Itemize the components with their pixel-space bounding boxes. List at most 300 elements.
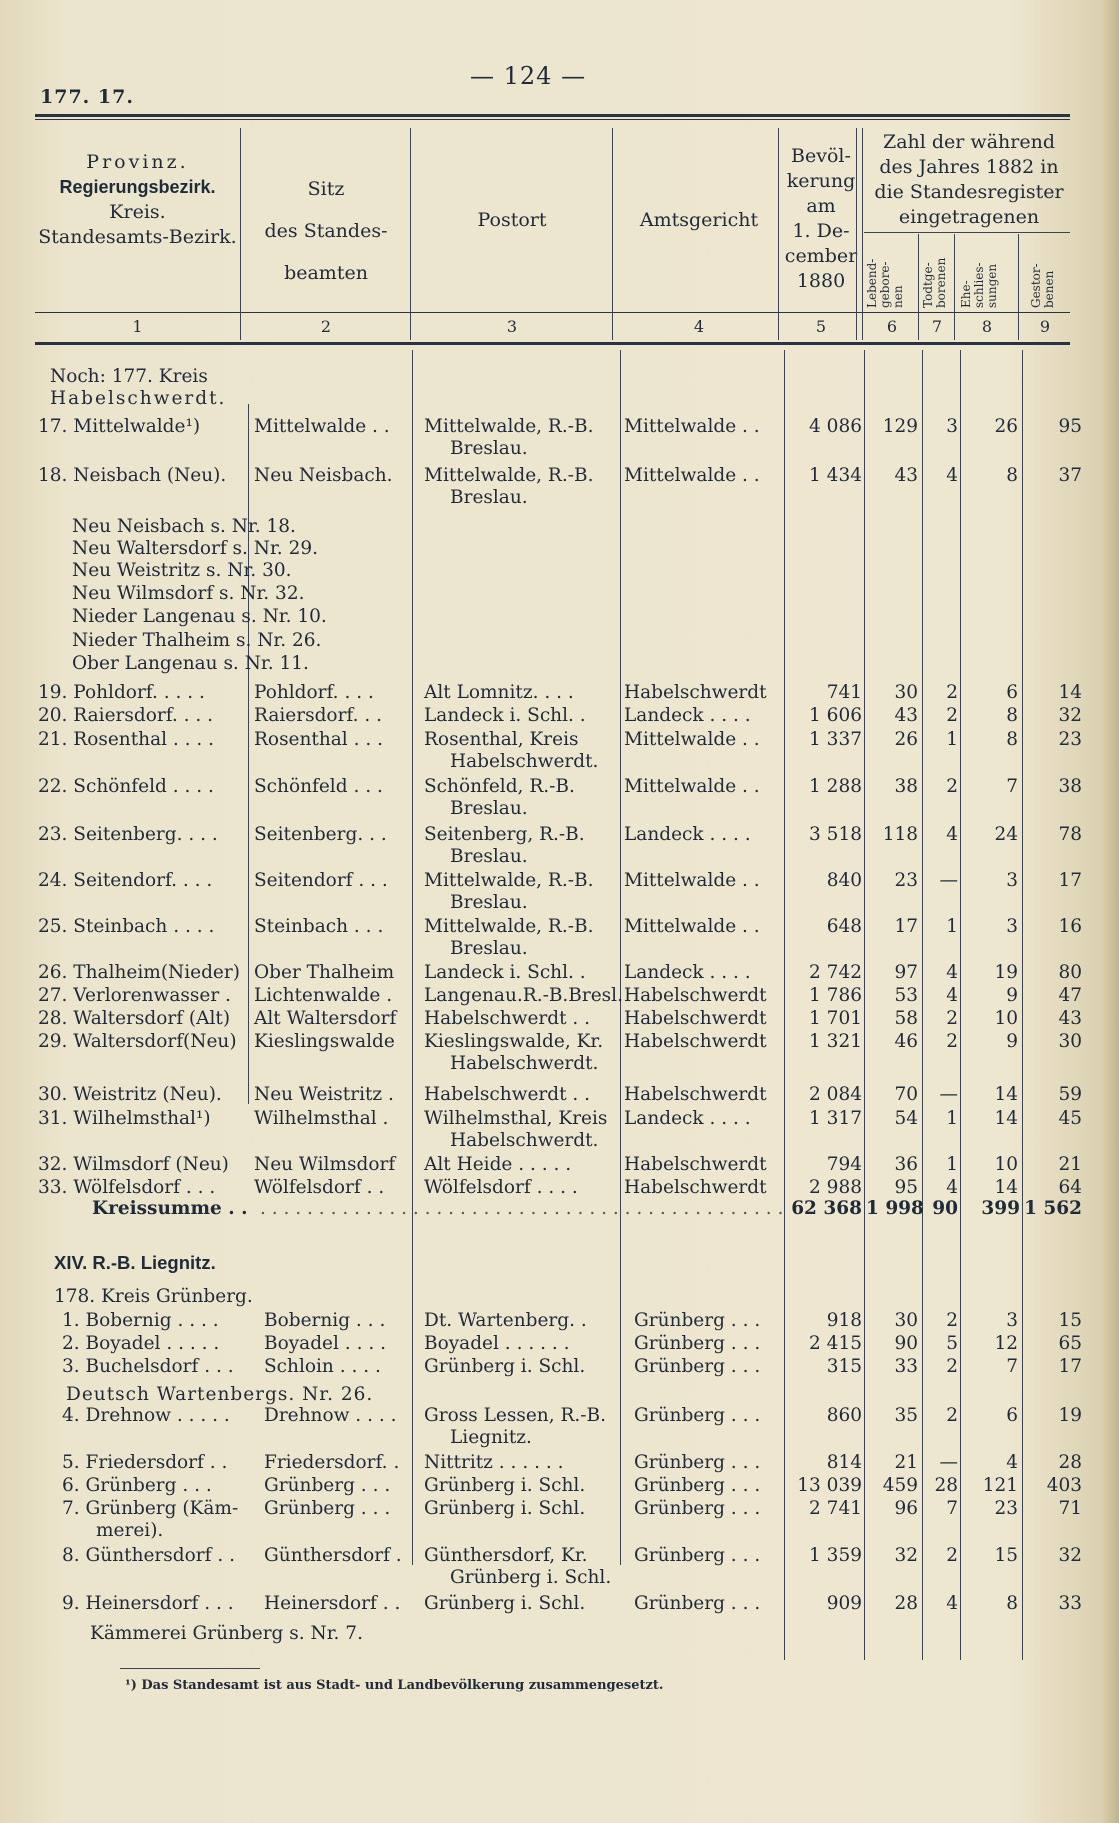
row-court: Mittelwalde . . — [624, 776, 760, 797]
row-population: 2 742 — [809, 962, 862, 983]
sum-label: Kreissumme . . — [92, 1198, 248, 1219]
row-registrar-seat: Lichtenwalde . — [254, 985, 393, 1006]
column-number: 2 — [320, 317, 332, 336]
row-registrar-seat: Neu Weistritz . — [254, 1084, 394, 1105]
row-registrar-seat: Pohldorf. . . . — [254, 682, 374, 703]
row-post-office: Landeck i. Schl. . — [424, 705, 586, 726]
row-births: 23 — [894, 870, 918, 891]
row-court: Mittelwalde . . — [624, 465, 760, 486]
row-stillbirths: 2 — [946, 1031, 958, 1052]
row-marriages: 4 — [1006, 1452, 1018, 1473]
row-stillbirths: 1 — [946, 916, 958, 937]
row-name: 26. Thalheim(Nieder) — [38, 962, 240, 983]
column-number: 7 — [931, 317, 943, 336]
row-births: 97 — [894, 962, 918, 983]
row-population: 909 — [826, 1593, 862, 1614]
row-marriages: 23 — [994, 1498, 1018, 1519]
header-col-3: Postort — [477, 209, 547, 231]
row-stillbirths: 4 — [946, 824, 958, 845]
row-marriages: 14 — [994, 1108, 1018, 1129]
row-births: 118 — [882, 824, 918, 845]
header-col-2 — [242, 168, 410, 294]
header-group-rule — [864, 232, 1070, 233]
row-births: 53 — [894, 985, 918, 1006]
row-marriages: 9 — [1006, 985, 1018, 1006]
row-births: 21 — [894, 1452, 918, 1473]
row-court: Mittelwalde . . — [624, 416, 760, 437]
row-post-office: Günthersdorf, Kr. — [424, 1545, 588, 1566]
header-group-line: die Standesregister — [874, 181, 1064, 203]
row-post-office: Mittelwalde, R.-B. — [424, 416, 594, 437]
row-post-office: Mittelwalde, R.-B. — [424, 465, 594, 486]
row-registrar-seat: Drehnow . . . . — [264, 1405, 397, 1426]
row-post-office: Liegnitz. — [450, 1427, 532, 1448]
row-deaths: 16 — [1058, 916, 1082, 937]
row-post-office: Alt Heide . . . . . — [424, 1154, 572, 1175]
row-births: 459 — [882, 1475, 918, 1496]
col-divider — [412, 350, 413, 1565]
row-population: 2 988 — [809, 1177, 862, 1198]
row-post-office: Landeck i. Schl. . — [424, 962, 586, 983]
row-name: 9. Heinersdorf . . . — [62, 1593, 234, 1614]
header-col-5-line: 1880 — [796, 270, 846, 292]
row-stillbirths: 2 — [946, 705, 958, 726]
row-deaths: 17 — [1058, 870, 1082, 891]
row-court: Landeck . . . . — [624, 824, 751, 845]
row-post-office: Kieslingswalde, Kr. — [424, 1031, 604, 1052]
row-post-office: Breslau. — [450, 798, 528, 819]
row-post-office: Breslau. — [450, 487, 528, 508]
row-deaths: 15 — [1058, 1310, 1082, 1331]
sum-marriages: 399 — [981, 1198, 1020, 1219]
col-divider — [862, 128, 863, 340]
row-registrar-seat: Bobernig . . . — [264, 1310, 386, 1331]
row-name: 8. Günthersdorf . . — [62, 1545, 235, 1566]
row-registrar-seat: Ober Thalheim — [254, 962, 395, 983]
row-stillbirths: 2 — [946, 1545, 958, 1566]
row-births: 43 — [894, 705, 918, 726]
row-court: Grünberg . . . — [634, 1333, 761, 1354]
row-registrar-seat: Kieslingswalde — [254, 1031, 395, 1052]
row-population: 1 317 — [809, 1108, 862, 1129]
footnote: ¹) Das Standesamt ist aus Stadt- und Landbevölkerung zusammengesetzt. — [125, 1678, 664, 1693]
row-deaths: 403 — [1046, 1475, 1082, 1496]
row-post-office: Habelschwerdt. — [450, 751, 599, 772]
row-stillbirths: 1 — [946, 1154, 958, 1175]
sum-deaths: 1 562 — [1024, 1198, 1082, 1219]
section-title: XIV. R.-B. Liegnitz. — [54, 1252, 216, 1273]
cross-reference: Deutsch Wartenbergs. Nr. 26. — [66, 1384, 374, 1405]
row-marriages: 9 — [1006, 1031, 1018, 1052]
sum-stillbirths: 90 — [932, 1198, 958, 1219]
row-name: 23. Seitenberg. . . . — [38, 824, 218, 845]
sum-births: 1 998 — [866, 1198, 924, 1219]
col-divider — [960, 350, 961, 1660]
row-stillbirths: 2 — [946, 1310, 958, 1331]
row-births: 32 — [894, 1545, 918, 1566]
header-col-5-line: 1. De- — [792, 220, 850, 242]
row-court: Habelschwerdt — [624, 1031, 767, 1052]
row-population: 1 288 — [809, 776, 862, 797]
row-court: Mittelwalde . . — [624, 870, 760, 891]
row-post-office: Habelschwerdt. — [450, 1130, 599, 1151]
row-population: 1 434 — [809, 465, 862, 486]
row-marriages: 6 — [1006, 682, 1018, 703]
header-col-1-line: Regierungsbezirk. — [59, 177, 216, 197]
leader-dots: . . . . . . . . . . . . . . . . . . . . . . . . . . . . . . . . . . . . . . . . . . . . . — [260, 1198, 784, 1219]
row-court: Habelschwerdt — [624, 1084, 767, 1105]
row-deaths: 28 — [1058, 1452, 1082, 1473]
row-population: 794 — [826, 1154, 862, 1175]
column-number: 5 — [815, 317, 827, 336]
row-post-office: Boyadel . . . . . . — [424, 1333, 570, 1354]
row-stillbirths: 28 — [934, 1475, 958, 1496]
row-births: 26 — [894, 729, 918, 750]
header-group-line: eingetragenen — [898, 206, 1040, 228]
cross-reference: Ober Langenau s. Nr. 11. — [72, 653, 309, 674]
header-col-9: Gestor-benen — [1029, 263, 1056, 308]
row-births: 58 — [894, 1008, 918, 1029]
col-divider — [918, 234, 919, 340]
row-stillbirths: 4 — [946, 465, 958, 486]
row-court: Grünberg . . . — [634, 1452, 761, 1473]
row-marriages: 121 — [982, 1475, 1018, 1496]
header-col-1 — [35, 150, 240, 250]
row-births: 33 — [894, 1356, 918, 1377]
row-deaths: 78 — [1058, 824, 1082, 845]
row-population: 1 606 — [809, 705, 862, 726]
row-court: Habelschwerdt — [624, 1177, 767, 1198]
row-marriages: 8 — [1006, 705, 1018, 726]
column-number: 6 — [886, 317, 898, 336]
col-divider — [1022, 350, 1023, 1660]
row-name: 31. Wilhelmsthal¹) — [38, 1108, 211, 1129]
row-births: 30 — [894, 682, 918, 703]
row-population: 2 084 — [809, 1084, 862, 1105]
column-number: 3 — [506, 317, 518, 336]
header-col-5 — [780, 144, 862, 294]
row-stillbirths: 2 — [946, 776, 958, 797]
row-deaths: 43 — [1058, 1008, 1082, 1029]
row-name: 19. Pohldorf. . . . . — [38, 682, 205, 703]
row-court: Mittelwalde . . — [624, 916, 760, 937]
page-number: — 124 — — [470, 62, 587, 90]
row-court: Grünberg . . . — [634, 1593, 761, 1614]
row-births: 96 — [894, 1498, 918, 1519]
row-court: Habelschwerdt — [624, 1154, 767, 1175]
row-post-office: Schönfeld, R.-B. — [424, 776, 575, 797]
header-col-1-line: Standesamts-Bezirk. — [38, 226, 237, 248]
row-stillbirths: 2 — [946, 1356, 958, 1377]
top-rule — [35, 114, 1070, 117]
row-deaths: 38 — [1058, 776, 1082, 797]
row-deaths: 59 — [1058, 1084, 1082, 1105]
row-court: Landeck . . . . — [624, 1108, 751, 1129]
row-births: 54 — [894, 1108, 918, 1129]
col-divider — [864, 350, 865, 1660]
row-registrar-seat: Seitendorf . . . — [254, 870, 388, 891]
row-births: 36 — [894, 1154, 918, 1175]
row-deaths: 71 — [1058, 1498, 1082, 1519]
row-deaths: 19 — [1058, 1405, 1082, 1426]
row-name: 29. Waltersdorf(Neu) — [38, 1031, 237, 1052]
row-post-office: Grünberg i. Schl. — [424, 1356, 586, 1377]
top-rule-inner — [35, 119, 1070, 120]
row-post-office: Rosenthal, Kreis — [424, 729, 579, 750]
header-col-8: Ehe-schlies-sungen — [959, 262, 999, 308]
row-population: 1 321 — [809, 1031, 862, 1052]
col-divider — [248, 404, 249, 1104]
row-name: merei). — [96, 1520, 164, 1541]
row-marriages: 24 — [994, 824, 1018, 845]
header-col-1-line: Provinz. — [86, 151, 189, 173]
row-post-office: Grünberg i. Schl. — [424, 1593, 586, 1614]
row-post-office: Mittelwalde, R.-B. — [424, 916, 594, 937]
row-marriages: 8 — [1006, 465, 1018, 486]
row-births: 35 — [894, 1405, 918, 1426]
row-population: 4 086 — [809, 416, 862, 437]
row-stillbirths: 4 — [946, 1593, 958, 1614]
row-post-office: Gross Lessen, R.-B. — [424, 1405, 607, 1426]
header-group-line: Zahl der während — [883, 131, 1055, 153]
row-name: 1. Bobernig . . . . — [62, 1310, 219, 1331]
row-post-office: Habelschwerdt. — [450, 1053, 599, 1074]
row-name: 20. Raiersdorf. . . . — [38, 705, 214, 726]
row-deaths: 37 — [1058, 465, 1082, 486]
row-marriages: 3 — [1006, 916, 1018, 937]
row-deaths: 65 — [1058, 1333, 1082, 1354]
row-stillbirths: 3 — [946, 416, 958, 437]
row-deaths: 80 — [1058, 962, 1082, 983]
row-marriages: 3 — [1006, 870, 1018, 891]
row-deaths: 64 — [1058, 1177, 1082, 1198]
row-court: Habelschwerdt — [624, 682, 767, 703]
header-col-2-line: des Standes- — [264, 220, 388, 242]
row-registrar-seat: Rosenthal . . . — [254, 729, 384, 750]
row-post-office: Breslau. — [450, 892, 528, 913]
row-deaths: 45 — [1058, 1108, 1082, 1129]
col-divider — [240, 128, 241, 340]
col-divider — [954, 234, 955, 340]
row-population: 840 — [826, 870, 862, 891]
row-court: Grünberg . . . — [634, 1545, 761, 1566]
row-stillbirths: 2 — [946, 682, 958, 703]
row-stillbirths: 4 — [946, 1177, 958, 1198]
row-court: Grünberg . . . — [634, 1405, 761, 1426]
row-post-office: Dt. Wartenberg. . — [424, 1310, 587, 1331]
header-col-5-line: cember — [784, 245, 858, 267]
row-births: 70 — [894, 1084, 918, 1105]
cross-reference: Neu Wilmsdorf s. Nr. 32. — [72, 583, 305, 604]
row-marriages: 12 — [994, 1333, 1018, 1354]
column-number: 9 — [1039, 317, 1051, 336]
row-court: Landeck . . . . — [624, 705, 751, 726]
row-registrar-seat: Grünberg . . . — [264, 1498, 391, 1519]
row-post-office: Grünberg i. Schl. — [450, 1567, 612, 1588]
row-name: 33. Wölfelsdorf . . . — [38, 1177, 216, 1198]
row-post-office: Mittelwalde, R.-B. — [424, 870, 594, 891]
header-col-4: Amtsgericht — [639, 209, 759, 231]
row-registrar-seat: Neu Wilmsdorf — [254, 1154, 396, 1175]
row-deaths: 30 — [1058, 1031, 1082, 1052]
row-deaths: 21 — [1058, 1154, 1082, 1175]
col-divider — [778, 128, 779, 340]
row-deaths: 47 — [1058, 985, 1082, 1006]
row-registrar-seat: Neu Neisbach. — [254, 465, 393, 486]
row-stillbirths: 4 — [946, 962, 958, 983]
cross-reference: Neu Waltersdorf s. Nr. 29. — [72, 538, 318, 559]
row-marriages: 7 — [1006, 1356, 1018, 1377]
row-marriages: 8 — [1006, 1593, 1018, 1614]
row-births: 17 — [894, 916, 918, 937]
row-name: 2. Boyadel . . . . . — [62, 1333, 220, 1354]
row-population: 860 — [826, 1405, 862, 1426]
row-name: 7. Grünberg (Käm- — [62, 1498, 239, 1519]
row-population: 2 415 — [809, 1333, 862, 1354]
row-stillbirths: 7 — [946, 1498, 958, 1519]
row-deaths: 95 — [1058, 416, 1082, 437]
row-population: 918 — [826, 1310, 862, 1331]
row-name: 17. Mittelwalde¹) — [38, 416, 201, 437]
row-stillbirths: — — [939, 870, 958, 891]
row-marriages: 14 — [994, 1177, 1018, 1198]
row-population: 13 039 — [797, 1475, 862, 1496]
header-col-5-line: kerung — [786, 170, 856, 192]
row-name: 4. Drehnow . . . . . — [62, 1405, 230, 1426]
header-col-5-line: Bevöl- — [791, 145, 851, 167]
cross-reference: Kämmerei Grünberg s. Nr. 7. — [90, 1623, 363, 1644]
row-post-office: Nittritz . . . . . . — [424, 1452, 564, 1473]
header-col-2-line: beamten — [284, 262, 368, 284]
row-stillbirths: 5 — [946, 1333, 958, 1354]
row-population: 2 741 — [809, 1498, 862, 1519]
row-name: 32. Wilmsdorf (Neu) — [38, 1154, 229, 1175]
row-post-office: Grünberg i. Schl. — [424, 1498, 586, 1519]
col-divider — [784, 350, 785, 1660]
row-registrar-seat: Raiersdorf. . . — [254, 705, 383, 726]
row-post-office: Breslau. — [450, 938, 528, 959]
row-marriages: 6 — [1006, 1405, 1018, 1426]
row-marriages: 10 — [994, 1154, 1018, 1175]
header-rule — [35, 312, 1070, 313]
row-deaths: 23 — [1058, 729, 1082, 750]
row-registrar-seat: Schloin . . . . — [264, 1356, 381, 1377]
header-group — [864, 130, 1074, 230]
row-name: 25. Steinbach . . . . — [38, 916, 215, 937]
column-number: 4 — [693, 317, 705, 336]
row-deaths: 32 — [1058, 1545, 1082, 1566]
row-name: 28. Waltersdorf (Alt) — [38, 1008, 231, 1029]
row-registrar-seat: Alt Waltersdorf — [254, 1008, 397, 1029]
row-registrar-seat: Grünberg . . . — [264, 1475, 391, 1496]
row-registrar-seat: Mittelwalde . . — [254, 416, 390, 437]
cross-reference: Nieder Thalheim s. Nr. 26. — [72, 630, 322, 651]
row-post-office: Breslau. — [450, 846, 528, 867]
header-col-1-line: Kreis. — [109, 201, 166, 223]
row-births: 30 — [894, 1310, 918, 1331]
row-births: 38 — [894, 776, 918, 797]
row-post-office: Habelschwerdt . . — [424, 1008, 591, 1029]
row-registrar-seat: Heinersdorf . . — [264, 1593, 401, 1614]
header-col-6: Lebend-gebore-nen — [865, 258, 905, 308]
row-births: 95 — [894, 1177, 918, 1198]
row-registrar-seat: Wilhelmsthal . — [254, 1108, 389, 1129]
cross-reference: Nieder Langenau s. Nr. 10. — [72, 606, 327, 627]
row-name: 30. Weistritz (Neu). — [38, 1084, 222, 1105]
header-group-line: des Jahres 1882 in — [879, 156, 1059, 178]
row-court: Grünberg . . . — [634, 1356, 761, 1377]
row-population: 1 359 — [809, 1545, 862, 1566]
row-stillbirths: 2 — [946, 1405, 958, 1426]
row-deaths: 14 — [1058, 682, 1082, 703]
row-stillbirths: 2 — [946, 1008, 958, 1029]
row-marriages: 8 — [1006, 729, 1018, 750]
row-stillbirths: 1 — [946, 729, 958, 750]
row-court: Mittelwalde . . — [624, 729, 760, 750]
row-marriages: 14 — [994, 1084, 1018, 1105]
row-court: Grünberg . . . — [634, 1498, 761, 1519]
row-deaths: 33 — [1058, 1593, 1082, 1614]
row-post-office: Alt Lomnitz. . . . — [424, 682, 574, 703]
row-registrar-seat: Seitenberg. . . — [254, 824, 387, 845]
row-court: Grünberg . . . — [634, 1475, 761, 1496]
sum-population: 62 368 — [791, 1198, 862, 1219]
row-population: 814 — [826, 1452, 862, 1473]
row-name: 5. Friedersdorf . . — [62, 1452, 228, 1473]
row-births: 43 — [894, 465, 918, 486]
column-number: 1 — [132, 317, 143, 336]
row-court: Habelschwerdt — [624, 985, 767, 1006]
row-births: 28 — [894, 1593, 918, 1614]
column-number: 8 — [981, 317, 993, 336]
row-births: 46 — [894, 1031, 918, 1052]
row-marriages: 10 — [994, 1008, 1018, 1029]
row-stillbirths: — — [939, 1084, 958, 1105]
header-col-2-line: Sitz — [307, 178, 345, 200]
row-name: 27. Verlorenwasser . — [38, 985, 231, 1006]
row-births: 129 — [882, 416, 918, 437]
section-subtitle: 178. Kreis Grünberg. — [54, 1286, 253, 1307]
footnote-rule — [120, 1668, 260, 1669]
row-registrar-seat: Schönfeld . . . — [254, 776, 383, 797]
row-stillbirths: — — [939, 1452, 958, 1473]
row-marriages: 19 — [994, 962, 1018, 983]
row-post-office: Wilhelmsthal, Kreis — [424, 1108, 608, 1129]
row-deaths: 32 — [1058, 705, 1082, 726]
row-post-office: Habelschwerdt . . — [424, 1084, 591, 1105]
row-population: 1 786 — [809, 985, 862, 1006]
row-population: 741 — [826, 682, 862, 703]
row-name: 24. Seitendorf. . . . — [38, 870, 213, 891]
row-registrar-seat: Günthersdorf . — [264, 1545, 402, 1566]
row-post-office: Seitenberg, R.-B. — [424, 824, 585, 845]
header-col-5-line: am — [806, 195, 836, 217]
row-name: 6. Grünberg . . . — [62, 1475, 212, 1496]
row-registrar-seat: Boyadel . . . . — [264, 1333, 386, 1354]
row-post-office: Langenau.R.-B.Bresl. — [424, 985, 623, 1006]
col-divider — [410, 128, 411, 340]
body-rule — [35, 342, 1070, 345]
row-population: 648 — [826, 916, 862, 937]
col-divider — [856, 128, 857, 340]
running-head: 177. 17. — [40, 86, 134, 108]
row-name: 3. Buchelsdorf . . . — [62, 1356, 234, 1377]
row-marriages: 26 — [994, 416, 1018, 437]
row-stillbirths: 4 — [946, 985, 958, 1006]
row-registrar-seat: Steinbach . . . — [254, 916, 384, 937]
section-title: Habelschwerdt. — [50, 388, 227, 409]
row-marriages: 15 — [994, 1545, 1018, 1566]
